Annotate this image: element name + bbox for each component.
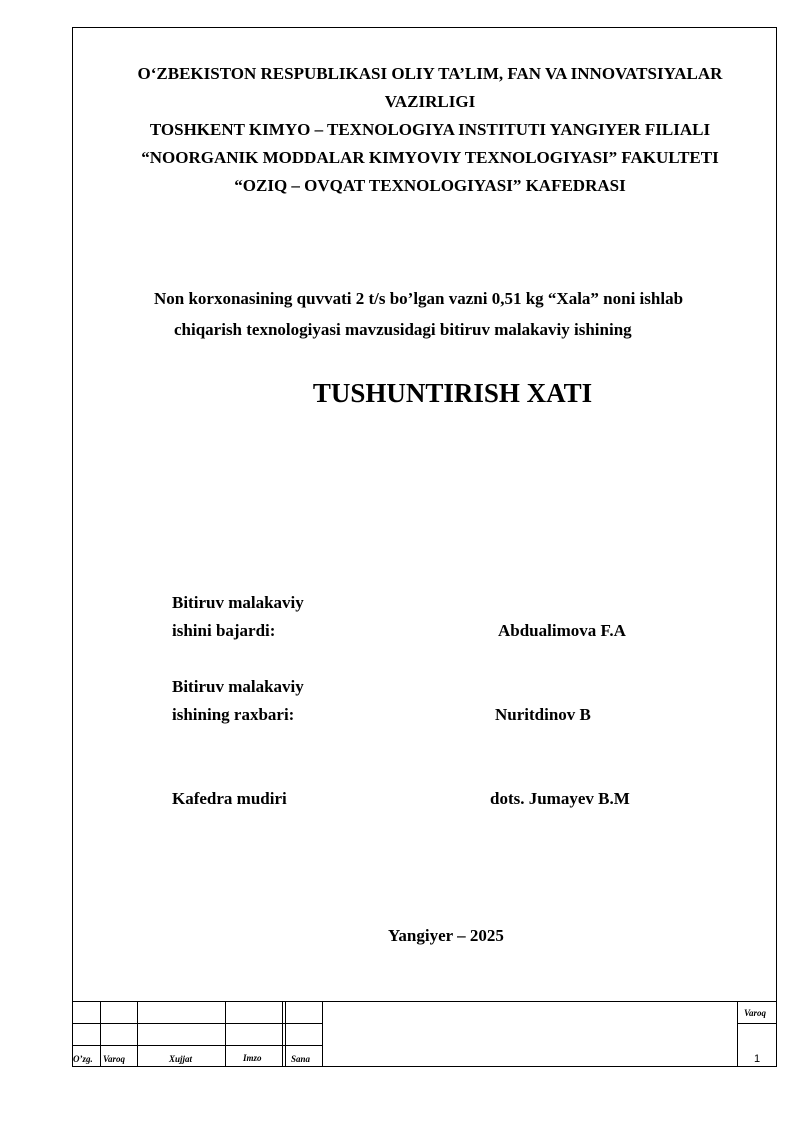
ministry-header	[90, 60, 770, 200]
stamp-col-line-5	[285, 1001, 286, 1067]
head-label: Kafedra mudiri	[172, 789, 287, 808]
topic-line-1: Non korxonasining quvvati 2 t/s bo’lgan vazni 0,51 kg “Xala” noni ishlab	[154, 289, 684, 308]
title-block-stamp	[72, 1001, 777, 1067]
header-line-department: “OZIQ – OVQAT TEXNOLOGIYASI” KAFEDRASI	[234, 176, 626, 195]
stamp-col-line-6	[322, 1001, 323, 1067]
stamp-col-line-2	[137, 1001, 138, 1067]
supervisor-label-line-1: Bitiruv malakaviy	[172, 677, 304, 696]
stamp-label-varoq: Varoq	[103, 1054, 126, 1064]
performer-label-line-2: ishini bajardi:	[172, 621, 276, 640]
stamp-col-line-7	[737, 1001, 738, 1067]
thesis-topic	[120, 283, 780, 345]
stamp-border-top	[72, 1001, 777, 1002]
stamp-label-sana: Sana	[291, 1054, 311, 1064]
stamp-label-izm: O’zg.	[73, 1054, 93, 1064]
stamp-col-line-4	[282, 1001, 283, 1067]
topic-line-2: chiqarish texnologiyasi mavzusidagi bitiruv malakaviy ishining	[174, 320, 632, 339]
stamp-col-line-1	[100, 1001, 101, 1067]
supervisor-label	[172, 673, 304, 729]
performer-label	[172, 589, 304, 645]
stamp-sheet-number: 1	[754, 1053, 761, 1065]
supervisor-label-line-2: ishining raxbari:	[172, 705, 295, 724]
stamp-col-line-3	[225, 1001, 226, 1067]
header-line-institute: TOSHKENT KIMYO – TEXNOLOGIYA INSTITUTI YANGIYER FILIALI	[149, 120, 711, 139]
supervisor-name: Nuritdinov B	[495, 705, 591, 724]
header-line-faculty: “NOORGANIK MODDALAR KIMYOVIY TEXNOLOGIYASI” FAKULTETI	[141, 148, 719, 167]
header-line-ministry-cont: VAZIRLIGI	[384, 92, 476, 111]
stamp-sheet-divider	[737, 1023, 777, 1024]
head-name: dots. Jumayev B.M	[490, 789, 630, 808]
stamp-sheet-label: Varoq	[744, 1008, 767, 1018]
stamp-label-imzo: Imzo	[243, 1053, 262, 1063]
city-year: Yangiyer – 2025	[388, 926, 504, 945]
performer-name: Abdualimova F.A	[498, 621, 626, 640]
header-line-ministry: O‘ZBEKISTON RESPUBLIKASI OLIY TA’LIM, FAN VA INNOVATSIYALAR	[137, 64, 723, 83]
stamp-label-hujjat: Xujjat	[169, 1054, 193, 1064]
document-title: TUSHUNTIRISH XATI	[312, 378, 593, 408]
performer-label-line-1: Bitiruv malakaviy	[172, 593, 304, 612]
